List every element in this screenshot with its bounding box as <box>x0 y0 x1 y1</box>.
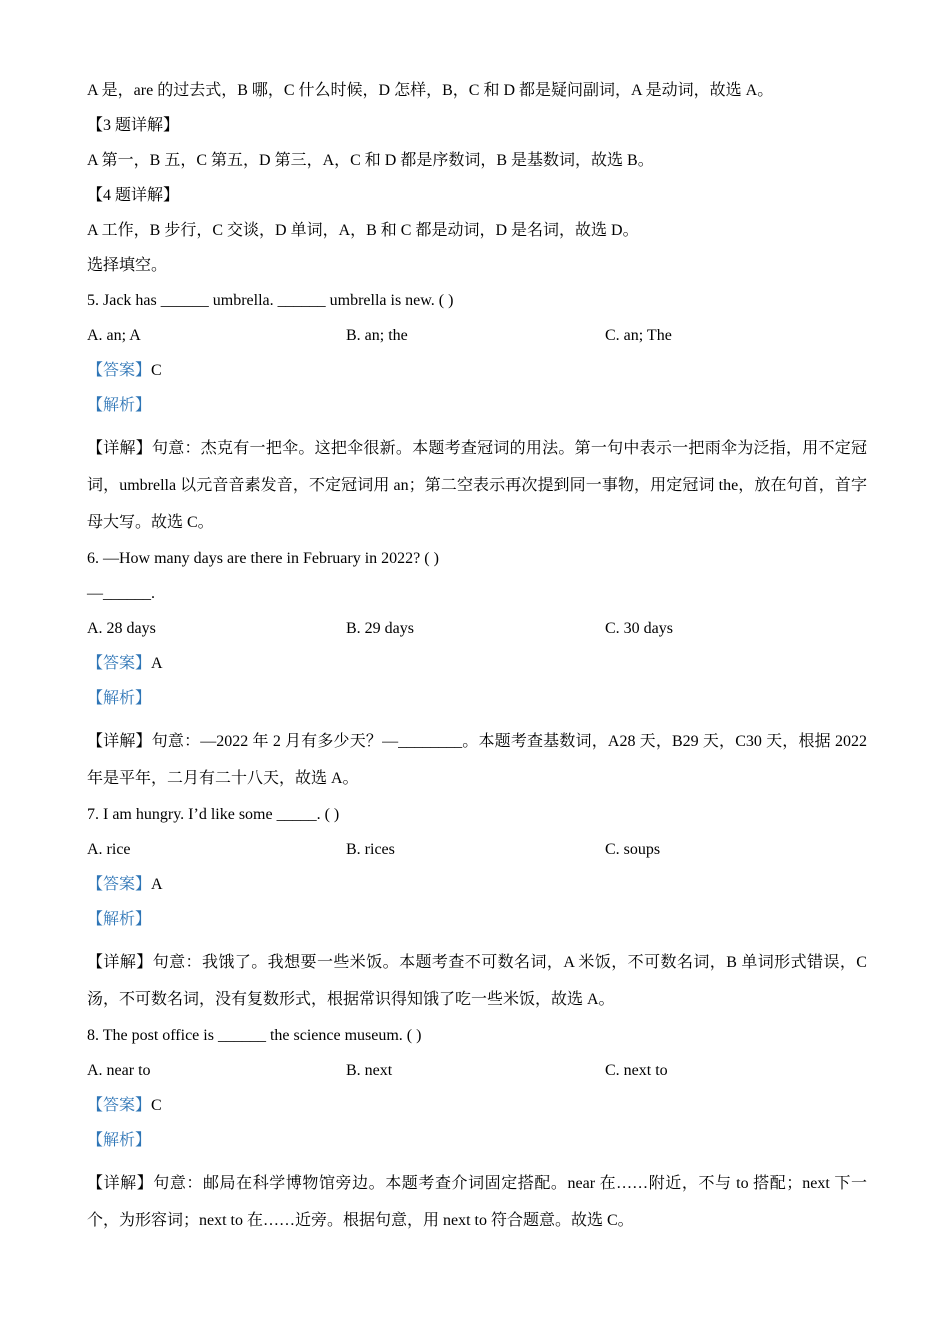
analysis-label: 【解析】 <box>87 911 152 928</box>
explanation-q3: A 第一，B 五，C 第五，D 第三，A，C 和 D 都是序数词，B 是基数词，故选 B。 <box>87 152 654 169</box>
question-7-stem: 7. I am hungry. I’d like some _____. ( ) <box>87 806 340 823</box>
question-7-options <box>87 835 867 870</box>
analysis-label: 【解析】 <box>87 1132 152 1149</box>
answer-label: 【答案】 <box>87 1097 152 1114</box>
question-6-analysis <box>87 684 867 719</box>
answer-label: 【答案】 <box>87 655 152 672</box>
analysis-label: 【解析】 <box>87 397 152 414</box>
option-c: C. soups <box>605 841 661 858</box>
answer-label: 【答案】 <box>87 362 152 379</box>
answer-value: C <box>151 362 162 379</box>
question-8-stem: 8. The post office is ______ the science museum. ( ) <box>87 1027 422 1044</box>
heading-q4-detail: 【4 题详解】 <box>87 187 180 204</box>
question-5-options <box>87 321 867 356</box>
explanation-q2: A 是，are 的过去式，B 哪，C 什么时候，D 怎样，B，C 和 D 都是疑问副词，A 是动词，故选 A。 <box>87 82 774 99</box>
option-b: B. 29 days <box>346 620 414 637</box>
question-6-stem: 6. —How many days are there in February in 2022? ( ) <box>87 550 439 567</box>
answer-label: 【答案】 <box>87 876 152 893</box>
document-page <box>87 76 867 1242</box>
answer-value: A <box>151 876 163 893</box>
question-6-options <box>87 614 867 649</box>
question-5-stem: 5. Jack has ______ umbrella. ______ umbrella is new. ( ) <box>87 292 454 309</box>
option-a: A. near to <box>87 1062 151 1079</box>
answer-value: A <box>151 655 163 672</box>
detail-text: 句意：—2022 年 2 月有多少天？—________。本题考查基数词，A28 天，B29 天，C30 天，根据 2022 年是平年，二月有二十八天，故选 A。 <box>87 733 867 787</box>
detail-text: 句意：我饿了。我想要一些米饭。本题考查不可数名词，A 米饭，不可数名词，B 单词形式错误，C 汤，不可数名词，没有复数形式，根据常识得知饿了吃一些米饭，故选 A。 <box>87 954 867 1008</box>
detail-label: 【详解】 <box>87 440 153 457</box>
detail-label: 【详解】 <box>87 733 152 750</box>
explanation-q4: A 工作，B 步行，C 交谈，D 单词，A，B 和 C 都是动词，D 是名词，故选 D。 <box>87 222 639 239</box>
detail-text: 句意：邮局在科学博物馆旁边。本题考查介词固定搭配。near 在……附近，不与 to 搭配；next 下一个，为形容词；next to 在……近旁。根据句意，用 next to 符合题意。故选 C。 <box>87 1175 867 1229</box>
question-8-detail <box>87 1161 867 1242</box>
question-5-detail <box>87 426 867 544</box>
question-7-answer <box>87 870 867 905</box>
question-6-answer <box>87 649 867 684</box>
question-7-analysis <box>87 905 867 940</box>
heading-q3-detail: 【3 题详解】 <box>87 117 180 134</box>
detail-label: 【详解】 <box>87 1175 154 1192</box>
section-title: 选择填空。 <box>87 257 168 274</box>
option-a: A. 28 days <box>87 620 156 637</box>
option-a: A. rice <box>87 841 131 858</box>
option-c: C. next to <box>605 1062 668 1079</box>
option-c: C. 30 days <box>605 620 673 637</box>
option-b: B. rices <box>346 841 395 858</box>
option-b: B. next <box>346 1062 393 1079</box>
question-5-analysis <box>87 391 867 426</box>
question-7-detail <box>87 940 867 1021</box>
analysis-label: 【解析】 <box>87 690 152 707</box>
option-a: A. an; A <box>87 327 141 344</box>
question-5-answer <box>87 356 867 391</box>
detail-label: 【详解】 <box>87 954 153 971</box>
question-6-detail <box>87 719 867 800</box>
detail-text: 句意：杰克有一把伞。这把伞很新。本题考查冠词的用法。第一句中表示一把雨伞为泛指，用不定冠词，umbrella 以元音音素发音，不定冠词用 an；第二空表示再次提到同一事物，用定冠词 the，放在句首，首字母大写。故选 C。 <box>87 440 867 531</box>
option-c: C. an; The <box>605 327 672 344</box>
question-8-options <box>87 1056 867 1091</box>
question-8-answer <box>87 1091 867 1126</box>
answer-value: C <box>151 1097 162 1114</box>
question-8-analysis <box>87 1126 867 1161</box>
option-b: B. an; the <box>346 327 408 344</box>
question-6-stem-reply: —______. <box>87 585 155 602</box>
